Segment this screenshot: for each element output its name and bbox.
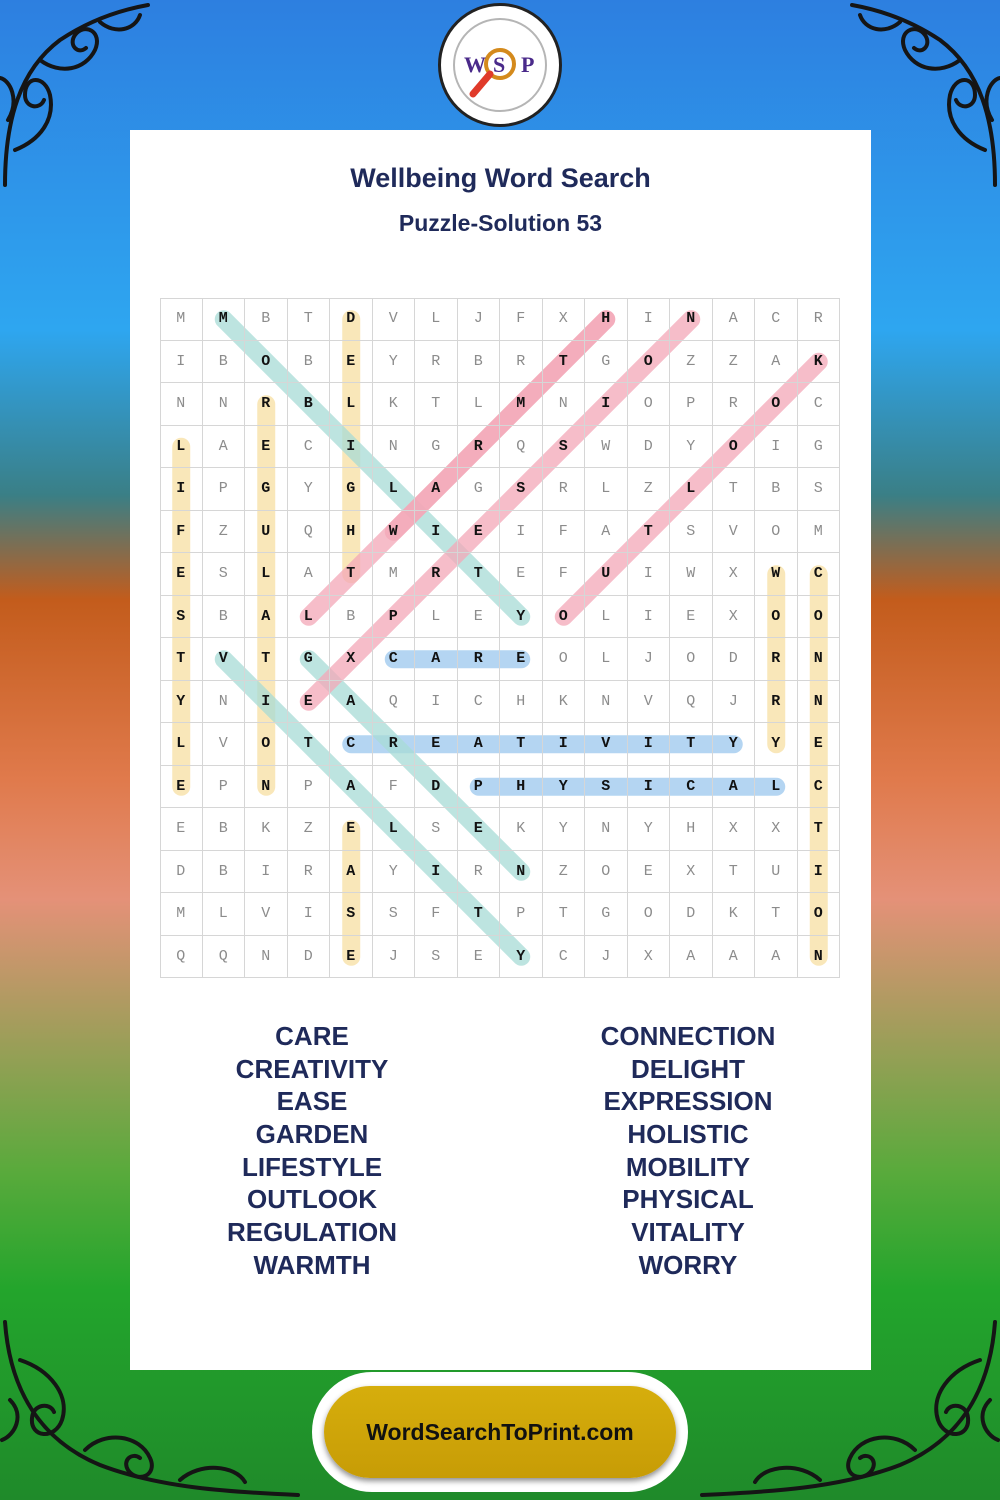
- grid-cell[interactable]: T: [458, 553, 501, 596]
- grid-cell[interactable]: O: [713, 426, 756, 469]
- grid-cell[interactable]: H: [585, 298, 628, 341]
- grid-cell[interactable]: T: [245, 638, 288, 681]
- grid-cell[interactable]: H: [330, 511, 373, 554]
- grid-cell[interactable]: I: [415, 681, 458, 724]
- grid-cell[interactable]: Z: [543, 851, 586, 894]
- grid-cell[interactable]: Q: [670, 681, 713, 724]
- grid-cell[interactable]: E: [670, 596, 713, 639]
- grid-cell[interactable]: A: [330, 851, 373, 894]
- grid-cell[interactable]: D: [628, 426, 671, 469]
- grid-cell[interactable]: F: [543, 511, 586, 554]
- grid-cell[interactable]: Y: [373, 851, 416, 894]
- grid-cell[interactable]: Z: [628, 468, 671, 511]
- grid-cell[interactable]: I: [288, 893, 331, 936]
- grid-cell[interactable]: L: [203, 893, 246, 936]
- grid-cell[interactable]: I: [628, 596, 671, 639]
- grid-cell[interactable]: A: [713, 766, 756, 809]
- grid-cell[interactable]: R: [755, 638, 798, 681]
- grid-cell[interactable]: N: [160, 383, 203, 426]
- grid-cell[interactable]: S: [500, 468, 543, 511]
- grid-cell[interactable]: J: [373, 936, 416, 979]
- grid-cell[interactable]: R: [458, 851, 501, 894]
- grid-cell[interactable]: G: [288, 638, 331, 681]
- grid-cell[interactable]: N: [585, 808, 628, 851]
- grid-cell[interactable]: R: [415, 553, 458, 596]
- word-list-item: DELIGHT: [630, 1053, 746, 1084]
- grid-cell[interactable]: L: [670, 468, 713, 511]
- grid-cell[interactable]: T: [628, 511, 671, 554]
- grid-cell[interactable]: O: [543, 596, 586, 639]
- grid-cell[interactable]: S: [798, 468, 841, 511]
- grid-cell[interactable]: U: [755, 851, 798, 894]
- grid-cell[interactable]: I: [500, 511, 543, 554]
- grid-cell[interactable]: L: [585, 468, 628, 511]
- grid-cell[interactable]: C: [458, 681, 501, 724]
- grid-cell[interactable]: S: [330, 893, 373, 936]
- grid-cell[interactable]: K: [373, 383, 416, 426]
- grid-cell[interactable]: M: [798, 511, 841, 554]
- grid-cell[interactable]: I: [245, 681, 288, 724]
- grid-cell[interactable]: R: [373, 723, 416, 766]
- grid-cell[interactable]: F: [160, 511, 203, 554]
- grid-cell[interactable]: G: [415, 426, 458, 469]
- grid-cell[interactable]: O: [628, 341, 671, 384]
- grid-cell[interactable]: C: [798, 766, 841, 809]
- grid-cell[interactable]: E: [160, 808, 203, 851]
- grid-cell[interactable]: G: [245, 468, 288, 511]
- grid-cell[interactable]: O: [755, 596, 798, 639]
- grid-cell[interactable]: B: [203, 808, 246, 851]
- grid-cell[interactable]: G: [798, 426, 841, 469]
- grid-cell[interactable]: S: [585, 766, 628, 809]
- grid-cell[interactable]: R: [500, 341, 543, 384]
- word-list-item: REGULATION: [227, 1217, 397, 1248]
- word-list-item: CREATIVITY: [235, 1053, 389, 1084]
- grid-cell[interactable]: E: [458, 596, 501, 639]
- grid-cell[interactable]: O: [798, 596, 841, 639]
- grid-cell[interactable]: Y: [628, 808, 671, 851]
- grid-cell[interactable]: U: [585, 553, 628, 596]
- grid-cell[interactable]: A: [288, 553, 331, 596]
- grid-cell[interactable]: H: [500, 766, 543, 809]
- grid-cell[interactable]: A: [755, 936, 798, 979]
- grid-cell[interactable]: A: [330, 766, 373, 809]
- grid-cell[interactable]: X: [670, 851, 713, 894]
- grid-cell[interactable]: I: [160, 468, 203, 511]
- word-list-item: PHYSICAL: [622, 1184, 754, 1215]
- grid-cell[interactable]: X: [330, 638, 373, 681]
- grid-cell[interactable]: B: [458, 341, 501, 384]
- grid-cell[interactable]: S: [415, 936, 458, 979]
- grid-cell[interactable]: F: [500, 298, 543, 341]
- grid-cell[interactable]: L: [160, 723, 203, 766]
- grid-cell[interactable]: T: [160, 638, 203, 681]
- grid-cell[interactable]: N: [500, 851, 543, 894]
- grid-cell[interactable]: C: [670, 766, 713, 809]
- grid-cell[interactable]: G: [585, 893, 628, 936]
- grid-cell[interactable]: I: [415, 511, 458, 554]
- grid-cell[interactable]: Y: [670, 426, 713, 469]
- grid-cell[interactable]: V: [585, 723, 628, 766]
- grid-cell[interactable]: F: [415, 893, 458, 936]
- grid-cell[interactable]: J: [713, 681, 756, 724]
- grid-cell[interactable]: Y: [543, 808, 586, 851]
- page-subtitle: Puzzle-Solution 53: [398, 210, 603, 236]
- letter-grid[interactable]: [160, 298, 840, 978]
- grid-cell[interactable]: N: [798, 681, 841, 724]
- grid-cell[interactable]: B: [288, 341, 331, 384]
- grid-cell[interactable]: E: [458, 808, 501, 851]
- grid-cell[interactable]: Y: [288, 468, 331, 511]
- grid-cell[interactable]: Q: [373, 681, 416, 724]
- site-logo[interactable]: [438, 3, 562, 127]
- grid-cell[interactable]: V: [628, 681, 671, 724]
- grid-cell[interactable]: Y: [713, 723, 756, 766]
- grid-cell[interactable]: L: [458, 383, 501, 426]
- word-list-item: WARMTH: [253, 1249, 371, 1280]
- grid-cell[interactable]: P: [373, 596, 416, 639]
- grid-cell[interactable]: E: [330, 808, 373, 851]
- grid-cell[interactable]: J: [458, 298, 501, 341]
- grid-cell[interactable]: E: [288, 681, 331, 724]
- word-list-item: EXPRESSION: [603, 1086, 773, 1117]
- grid-cell[interactable]: O: [670, 638, 713, 681]
- grid-cell[interactable]: R: [415, 341, 458, 384]
- grid-cell[interactable]: Q: [500, 426, 543, 469]
- grid-cell[interactable]: P: [288, 766, 331, 809]
- ornament-top-right: [850, 0, 1000, 190]
- grid-cell[interactable]: O: [798, 893, 841, 936]
- grid-cell[interactable]: A: [458, 723, 501, 766]
- grid-cell[interactable]: Q: [288, 511, 331, 554]
- grid-cell[interactable]: E: [160, 553, 203, 596]
- grid-cell[interactable]: S: [203, 553, 246, 596]
- grid-cell[interactable]: E: [160, 766, 203, 809]
- grid-cell[interactable]: Z: [713, 341, 756, 384]
- grid-cell[interactable]: B: [203, 596, 246, 639]
- grid-cell[interactable]: J: [585, 936, 628, 979]
- grid-cell[interactable]: X: [543, 298, 586, 341]
- grid-cell[interactable]: O: [628, 893, 671, 936]
- grid-cell[interactable]: N: [203, 681, 246, 724]
- grid-cell[interactable]: C: [755, 298, 798, 341]
- grid-cell[interactable]: M: [500, 383, 543, 426]
- grid-cell[interactable]: D: [713, 638, 756, 681]
- grid-cell[interactable]: R: [458, 638, 501, 681]
- grid-cell[interactable]: Y: [160, 681, 203, 724]
- grid-cell[interactable]: T: [755, 893, 798, 936]
- grid-cell[interactable]: C: [798, 553, 841, 596]
- grid-cell[interactable]: F: [373, 766, 416, 809]
- grid-cell[interactable]: T: [415, 383, 458, 426]
- grid-cell[interactable]: Z: [288, 808, 331, 851]
- grid-cell[interactable]: S: [543, 426, 586, 469]
- word-list-left: [162, 1020, 462, 1282]
- grid-cell[interactable]: T: [500, 723, 543, 766]
- page-title: Wellbeing Word Search: [350, 163, 651, 193]
- grid-cell[interactable]: B: [203, 341, 246, 384]
- grid-cell[interactable]: L: [288, 596, 331, 639]
- grid-cell[interactable]: R: [798, 298, 841, 341]
- grid-cell[interactable]: E: [798, 723, 841, 766]
- grid-cell[interactable]: A: [713, 298, 756, 341]
- grid-cell[interactable]: O: [755, 511, 798, 554]
- grid-cell[interactable]: V: [245, 893, 288, 936]
- grid-cell[interactable]: T: [713, 468, 756, 511]
- grid-cell[interactable]: Z: [203, 511, 246, 554]
- grid-cell[interactable]: W: [585, 426, 628, 469]
- grid-cell[interactable]: B: [288, 383, 331, 426]
- grid-cell[interactable]: G: [585, 341, 628, 384]
- grid-cell[interactable]: L: [415, 596, 458, 639]
- grid-cell[interactable]: D: [288, 936, 331, 979]
- grid-cell[interactable]: A: [713, 936, 756, 979]
- grid-cell[interactable]: X: [628, 936, 671, 979]
- grid-cell[interactable]: D: [415, 766, 458, 809]
- grid-cell[interactable]: A: [245, 596, 288, 639]
- grid-cell[interactable]: O: [245, 341, 288, 384]
- grid-cell[interactable]: I: [628, 298, 671, 341]
- grid-cell[interactable]: I: [415, 851, 458, 894]
- grid-cell[interactable]: U: [245, 511, 288, 554]
- grid-cell[interactable]: P: [500, 893, 543, 936]
- grid-cell[interactable]: W: [670, 553, 713, 596]
- grid-cell[interactable]: E: [458, 936, 501, 979]
- word-list-item: HOLISTIC: [627, 1119, 749, 1150]
- grid-cell[interactable]: A: [415, 468, 458, 511]
- grid-cell[interactable]: N: [798, 936, 841, 979]
- grid-cell[interactable]: G: [458, 468, 501, 511]
- grid-cell[interactable]: E: [500, 553, 543, 596]
- grid-cell[interactable]: O: [245, 723, 288, 766]
- grid-cell[interactable]: I: [330, 426, 373, 469]
- grid-cell[interactable]: N: [373, 426, 416, 469]
- grid-cell[interactable]: A: [585, 511, 628, 554]
- word-list-item: LIFESTYLE: [241, 1151, 383, 1182]
- grid-cell[interactable]: E: [415, 723, 458, 766]
- grid-cell[interactable]: X: [713, 553, 756, 596]
- grid-cell[interactable]: N: [543, 383, 586, 426]
- grid-cell[interactable]: V: [203, 723, 246, 766]
- grid-cell[interactable]: O: [585, 851, 628, 894]
- grid-cell[interactable]: K: [245, 808, 288, 851]
- grid-cell[interactable]: C: [288, 426, 331, 469]
- grid-cell[interactable]: A: [330, 681, 373, 724]
- grid-cell[interactable]: Y: [500, 936, 543, 979]
- grid-cell[interactable]: K: [500, 808, 543, 851]
- grid-cell[interactable]: E: [330, 341, 373, 384]
- grid-cell[interactable]: L: [585, 596, 628, 639]
- grid-cell[interactable]: C: [798, 383, 841, 426]
- grid-cell[interactable]: L: [373, 468, 416, 511]
- grid-cell[interactable]: C: [543, 936, 586, 979]
- grid-cell[interactable]: S: [670, 511, 713, 554]
- grid-cell[interactable]: B: [203, 851, 246, 894]
- grid-cell[interactable]: J: [628, 638, 671, 681]
- word-list-item: VITALITY: [631, 1217, 745, 1248]
- grid-cell[interactable]: A: [203, 426, 246, 469]
- grid-cell[interactable]: C: [373, 638, 416, 681]
- grid-cell[interactable]: T: [458, 893, 501, 936]
- logo-letter-s: S: [493, 52, 506, 77]
- grid-cell[interactable]: B: [330, 596, 373, 639]
- grid-cell[interactable]: V: [373, 298, 416, 341]
- grid-cell[interactable]: X: [755, 808, 798, 851]
- grid-cell[interactable]: E: [628, 851, 671, 894]
- grid-cell[interactable]: P: [203, 766, 246, 809]
- logo-letter-p: P: [521, 52, 535, 77]
- grid-cell[interactable]: I: [628, 766, 671, 809]
- grid-cell[interactable]: A: [755, 341, 798, 384]
- grid-cell[interactable]: T: [798, 808, 841, 851]
- grid-cell[interactable]: D: [330, 298, 373, 341]
- grid-cell[interactable]: M: [203, 298, 246, 341]
- word-list-item: GARDEN: [255, 1119, 369, 1150]
- grid-cell[interactable]: L: [330, 383, 373, 426]
- grid-cell[interactable]: W: [755, 553, 798, 596]
- word-list-item: CARE: [275, 1021, 349, 1051]
- grid-cell[interactable]: R: [458, 426, 501, 469]
- grid-cell[interactable]: I: [585, 383, 628, 426]
- grid-cell[interactable]: T: [713, 851, 756, 894]
- grid-cell[interactable]: I: [160, 341, 203, 384]
- grid-cell[interactable]: L: [245, 553, 288, 596]
- grid-cell[interactable]: O: [543, 638, 586, 681]
- grid-cell[interactable]: S: [160, 596, 203, 639]
- grid-cell[interactable]: R: [288, 851, 331, 894]
- grid-cell[interactable]: K: [713, 893, 756, 936]
- word-list-item: MOBILITY: [625, 1151, 751, 1182]
- grid-cell[interactable]: M: [160, 893, 203, 936]
- grid-cell[interactable]: R: [245, 383, 288, 426]
- grid-cell[interactable]: Y: [500, 596, 543, 639]
- grid-cell[interactable]: A: [415, 638, 458, 681]
- grid-cell[interactable]: W: [373, 511, 416, 554]
- grid-cell[interactable]: E: [245, 426, 288, 469]
- grid-cell[interactable]: O: [628, 383, 671, 426]
- grid-cell[interactable]: Y: [755, 723, 798, 766]
- grid-cell[interactable]: T: [670, 723, 713, 766]
- grid-cell[interactable]: I: [798, 851, 841, 894]
- grid-cell[interactable]: X: [713, 808, 756, 851]
- grid-cell[interactable]: S: [415, 808, 458, 851]
- grid-cell[interactable]: K: [798, 341, 841, 384]
- grid-cell[interactable]: P: [670, 383, 713, 426]
- site-link-label[interactable]: WordSearchToPrint.com: [324, 1386, 676, 1478]
- grid-cell[interactable]: E: [330, 936, 373, 979]
- grid-cell[interactable]: F: [543, 553, 586, 596]
- grid-cell[interactable]: Q: [160, 936, 203, 979]
- grid-cell[interactable]: R: [755, 681, 798, 724]
- grid-cell[interactable]: G: [330, 468, 373, 511]
- logo-letter-w: W: [464, 52, 486, 77]
- grid-cell[interactable]: E: [500, 638, 543, 681]
- grid-cell[interactable]: T: [543, 893, 586, 936]
- grid-cell[interactable]: K: [543, 681, 586, 724]
- site-link-button[interactable]: [312, 1372, 688, 1492]
- grid-cell[interactable]: L: [755, 766, 798, 809]
- grid-cell[interactable]: N: [585, 681, 628, 724]
- grid-cell[interactable]: Y: [543, 766, 586, 809]
- grid-cell[interactable]: I: [543, 723, 586, 766]
- grid-cell[interactable]: E: [458, 511, 501, 554]
- word-list-item: WORRY: [638, 1249, 738, 1280]
- grid-cell[interactable]: X: [713, 596, 756, 639]
- grid-cell[interactable]: R: [543, 468, 586, 511]
- grid-cell[interactable]: Y: [373, 341, 416, 384]
- grid-cell[interactable]: T: [288, 298, 331, 341]
- grid-cell[interactable]: M: [373, 553, 416, 596]
- grid-cell[interactable]: Z: [670, 341, 713, 384]
- grid-cell[interactable]: T: [543, 341, 586, 384]
- grid-cell[interactable]: L: [415, 298, 458, 341]
- grid-cell[interactable]: I: [245, 851, 288, 894]
- word-list-item: CONNECTION: [600, 1021, 776, 1051]
- grid-cell[interactable]: N: [245, 766, 288, 809]
- ornament-top-left: [0, 0, 150, 190]
- grid-cell[interactable]: I: [755, 426, 798, 469]
- word-list-right: [538, 1020, 838, 1282]
- word-list-item: EASE: [276, 1086, 348, 1117]
- grid-cell[interactable]: P: [458, 766, 501, 809]
- grid-cell[interactable]: I: [628, 723, 671, 766]
- grid-cell[interactable]: Q: [203, 936, 246, 979]
- grid-cell[interactable]: L: [585, 638, 628, 681]
- grid-cell[interactable]: N: [670, 298, 713, 341]
- grid-cell[interactable]: S: [373, 893, 416, 936]
- grid-cell[interactable]: H: [670, 808, 713, 851]
- grid-cell[interactable]: V: [203, 638, 246, 681]
- grid-cell[interactable]: D: [160, 851, 203, 894]
- grid-cell[interactable]: B: [245, 298, 288, 341]
- grid-cell[interactable]: P: [203, 468, 246, 511]
- grid-cell[interactable]: N: [203, 383, 246, 426]
- grid-cell[interactable]: I: [628, 553, 671, 596]
- grid-cell[interactable]: M: [160, 298, 203, 341]
- grid-cell[interactable]: T: [288, 723, 331, 766]
- word-list-item: OUTLOOK: [247, 1184, 377, 1215]
- magnifier-icon: [441, 6, 559, 124]
- grid-cell[interactable]: L: [160, 426, 203, 469]
- grid-cell[interactable]: L: [373, 808, 416, 851]
- grid-cell[interactable]: D: [670, 893, 713, 936]
- grid-cell[interactable]: A: [670, 936, 713, 979]
- grid-cell[interactable]: N: [798, 638, 841, 681]
- grid-cell[interactable]: H: [500, 681, 543, 724]
- grid-cell[interactable]: B: [755, 468, 798, 511]
- grid-cell[interactable]: N: [245, 936, 288, 979]
- grid-cell[interactable]: C: [330, 723, 373, 766]
- grid-cell[interactable]: R: [713, 383, 756, 426]
- grid-cell[interactable]: O: [755, 383, 798, 426]
- grid-cell[interactable]: T: [330, 553, 373, 596]
- grid-cell[interactable]: V: [713, 511, 756, 554]
